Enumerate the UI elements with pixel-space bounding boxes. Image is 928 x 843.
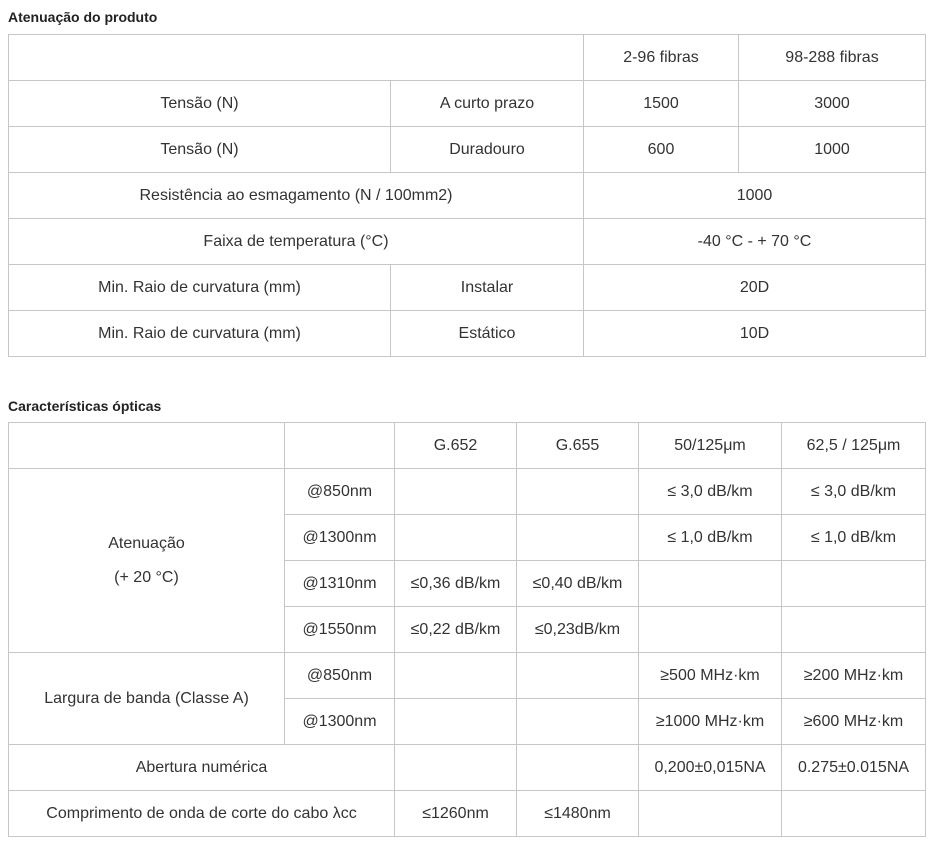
header-62-5-125um: 62,5 / 125μm: [782, 423, 926, 469]
row-value: -40 °C - + 70 °C: [584, 219, 926, 265]
attenuation-label-line1: Atenuação: [108, 534, 185, 552]
row-value: 1000: [739, 127, 926, 173]
g652-cell: ≤1260nm: [395, 791, 517, 837]
g655-cell: [517, 469, 639, 515]
table-row: [9, 745, 926, 791]
bandwidth-label: Largura de banda (Classe A): [9, 653, 285, 745]
g655-cell: [517, 745, 639, 791]
header-2-96-fibras: 2-96 fibras: [584, 35, 739, 81]
g652-cell: [395, 653, 517, 699]
wavelength-cell: @850nm: [285, 469, 395, 515]
table-header-row: [9, 35, 926, 81]
mm62-cell: 0.275±0.015NA: [782, 745, 926, 791]
mm62-cell: [782, 561, 926, 607]
row-value: 1500: [584, 81, 739, 127]
row-value: 600: [584, 127, 739, 173]
row-value: 20D: [584, 265, 926, 311]
table-row: [9, 791, 926, 837]
g655-cell: ≤0,23dB/km: [517, 607, 639, 653]
mm50-cell: [639, 607, 782, 653]
header-empty-cell: [9, 35, 584, 81]
row-label: Faixa de temperatura (°C): [9, 219, 584, 265]
mm62-cell: [782, 607, 926, 653]
wavelength-cell: @850nm: [285, 653, 395, 699]
row-sublabel: Instalar: [391, 265, 584, 311]
g652-cell: [395, 515, 517, 561]
mm62-cell: ≥600 MHz·km: [782, 699, 926, 745]
mm50-cell: ≥1000 MHz·km: [639, 699, 782, 745]
g652-cell: ≤0,22 dB/km: [395, 607, 517, 653]
product-attenuation-table: [8, 34, 926, 357]
table-row: [9, 127, 926, 173]
row-value: 10D: [584, 311, 926, 357]
row-value: 1000: [584, 173, 926, 219]
g652-cell: [395, 699, 517, 745]
row-sublabel: Duradouro: [391, 127, 584, 173]
optical-characteristics-table: [8, 422, 926, 837]
mm62-cell: ≤ 1,0 dB/km: [782, 515, 926, 561]
mm62-cell: [782, 791, 926, 837]
row-value: 3000: [739, 81, 926, 127]
wavelength-cell: @1300nm: [285, 515, 395, 561]
mm62-cell: ≤ 3,0 dB/km: [782, 469, 926, 515]
header-98-288-fibras: 98-288 fibras: [739, 35, 926, 81]
g655-cell: [517, 653, 639, 699]
row-sublabel: A curto prazo: [391, 81, 584, 127]
section-title-product-attenuation: Atenuação do produto: [8, 9, 158, 25]
table-row: [9, 265, 926, 311]
row-label: Min. Raio de curvatura (mm): [9, 265, 391, 311]
table-row: [9, 81, 926, 127]
row-label: Min. Raio de curvatura (mm): [9, 311, 391, 357]
row-sublabel: Estático: [391, 311, 584, 357]
wavelength-cell: @1550nm: [285, 607, 395, 653]
wavelength-cell: @1310nm: [285, 561, 395, 607]
table-header-row: [9, 423, 926, 469]
row-label: Resistência ao esmagamento (N / 100mm2): [9, 173, 584, 219]
mm50-cell: [639, 791, 782, 837]
g655-cell: ≤1480nm: [517, 791, 639, 837]
mm50-cell: ≤ 3,0 dB/km: [639, 469, 782, 515]
attenuation-label-line2: (+ 20 °C): [114, 568, 179, 586]
header-g655: G.655: [517, 423, 639, 469]
g652-cell: ≤0,36 dB/km: [395, 561, 517, 607]
g652-cell: [395, 469, 517, 515]
table-row: [9, 469, 926, 515]
attenuation-label: [9, 469, 285, 653]
wavelength-cell: @1300nm: [285, 699, 395, 745]
header-50-125um: 50/125μm: [639, 423, 782, 469]
header-empty-cell: [285, 423, 395, 469]
table-row: [9, 173, 926, 219]
g655-cell: [517, 699, 639, 745]
mm62-cell: ≥200 MHz·km: [782, 653, 926, 699]
row-label: Tensão (N): [9, 127, 391, 173]
table-row: [9, 653, 926, 699]
table-row: [9, 311, 926, 357]
numerical-aperture-label: Abertura numérica: [9, 745, 395, 791]
mm50-cell: 0,200±0,015NA: [639, 745, 782, 791]
mm50-cell: [639, 561, 782, 607]
header-empty-cell: [9, 423, 285, 469]
mm50-cell: ≤ 1,0 dB/km: [639, 515, 782, 561]
g652-cell: [395, 745, 517, 791]
header-g652: G.652: [395, 423, 517, 469]
row-label: Tensão (N): [9, 81, 391, 127]
cutoff-wavelength-label: Comprimento de onda de corte do cabo λcc: [9, 791, 395, 837]
section-title-optical-characteristics: Características ópticas: [8, 398, 162, 414]
g655-cell: ≤0,40 dB/km: [517, 561, 639, 607]
table-row: [9, 219, 926, 265]
mm50-cell: ≥500 MHz·km: [639, 653, 782, 699]
g655-cell: [517, 515, 639, 561]
